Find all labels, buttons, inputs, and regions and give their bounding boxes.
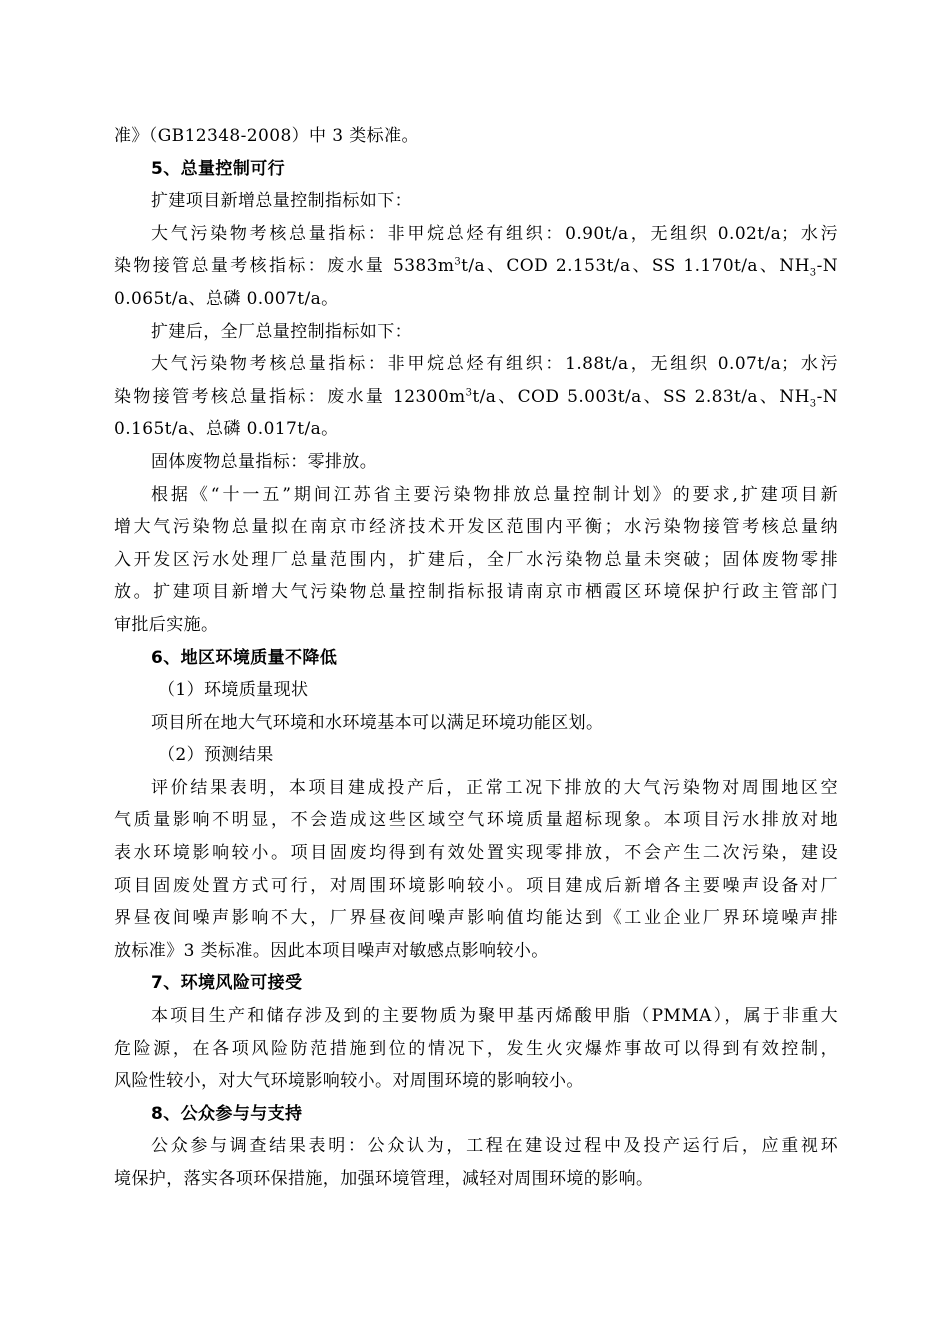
body-line: 评价结果表明，本项目建成投产后，正常工况下排放的大气污染物对周围地区空 xyxy=(151,777,838,798)
body-line: 扩建项目新增总量控制指标如下： xyxy=(151,191,412,212)
body-line: 危险源，在各项风险防范措施到位的情况下，发生火灾爆炸事故可以得到有效控制， xyxy=(114,1038,838,1059)
subsection-label: （1）环境质量现状 xyxy=(158,680,309,701)
body-line: 根据《“十一五”期间江苏省主要污染物排放总量控制计划》的要求,扩建项目新 xyxy=(151,484,838,505)
text-segment: -N xyxy=(816,256,838,277)
text-segment: 染物接管总量考核指标：废水量 5383m xyxy=(114,256,455,277)
subscript: 3 xyxy=(809,267,817,279)
body-line: 大气污染物考核总量指标：非甲烷总烃有组织：0.90t/a，无组织 0.02t/a；水污 xyxy=(151,223,838,244)
body-line: 大气污染物考核总量指标：非甲烷总烃有组织：1.88t/a，无组织 0.07t/a；水污 xyxy=(151,354,838,375)
body-line: 固体废物总量指标：零排放。 xyxy=(151,451,378,472)
body-line: 公众参与调查结果表明：公众认为，工程在建设过程中及投产运行后，应重视环 xyxy=(151,1136,838,1157)
body-line: 本项目生产和储存涉及到的主要物质为聚甲基丙烯酸甲脂（PMMA），属于非重大 xyxy=(151,1006,838,1027)
subscript: 3 xyxy=(809,398,817,410)
body-line: 0.065t/a、总磷 0.007t/a。 xyxy=(114,288,339,309)
body-line: 项目所在地大气环境和水环境基本可以满足环境功能区划。 xyxy=(151,712,604,733)
section-heading-5: 5、总量控制可行 xyxy=(151,158,286,179)
body-line: 准》（GB12348-2008）中 3 类标准。 xyxy=(114,126,419,146)
body-line: 审批后实施。 xyxy=(114,614,219,635)
section-heading-6: 6、地区环境质量不降低 xyxy=(151,647,338,668)
body-line xyxy=(114,381,838,414)
body-line xyxy=(114,250,838,283)
text-segment: t/a、COD 2.153t/a、SS 1.170t/a、NH xyxy=(461,256,810,277)
body-line: 入开发区污水处理厂总量范围内，扩建后，全厂水污染物总量未突破；固体废物零排 xyxy=(114,549,838,570)
subsection-label: （2）预测结果 xyxy=(158,745,274,766)
section-heading-8: 8、公众参与与支持 xyxy=(151,1103,303,1124)
body-line: 表水环境影响较小。项目固废均得到有效处置实现零排放，不会产生二次污染，建设 xyxy=(114,843,838,864)
section-heading-7: 7、环境风险可接受 xyxy=(151,973,303,994)
superscript: 3 xyxy=(454,256,462,268)
body-line: 扩建后，全厂总量控制指标如下： xyxy=(151,321,412,342)
document-page xyxy=(114,120,838,1196)
superscript: 3 xyxy=(465,387,473,399)
body-line: 0.165t/a、总磷 0.017t/a。 xyxy=(114,419,339,440)
body-line: 增大气污染物总量拟在南京市经济技术开发区范围内平衡；水污染物接管考核总量纳 xyxy=(114,517,838,538)
body-line: 项目固废处置方式可行，对周围环境影响较小。项目建成后新增各主要噪声设备对厂 xyxy=(114,875,838,896)
body-line: 放标准》3 类标准。因此本项目噪声对敏感点影响较小。 xyxy=(114,940,549,961)
text-segment: 染物接管考核总量指标：废水量 12300m xyxy=(114,386,466,407)
text-segment: -N xyxy=(816,386,838,407)
body-line: 气质量影响不明显，不会造成这些区域空气环境质量超标现象。本项目污水排放对地 xyxy=(114,810,838,831)
body-line: 风险性较小，对大气环境影响较小。对周围环境的影响较小。 xyxy=(114,1071,584,1092)
text-segment: t/a、COD 5.003t/a、SS 2.83t/a、NH xyxy=(472,386,810,407)
body-line: 境保护，落实各项环保措施，加强环境管理，减轻对周围环境的影响。 xyxy=(114,1169,654,1189)
body-line: 放。扩建项目新增大气污染物总量控制指标报请南京市栖霞区环境保护行政主管部门 xyxy=(114,582,838,603)
body-line: 界昼夜间噪声影响不大，厂界昼夜间噪声影响值均能达到《工业企业厂界环境噪声排 xyxy=(114,908,838,929)
